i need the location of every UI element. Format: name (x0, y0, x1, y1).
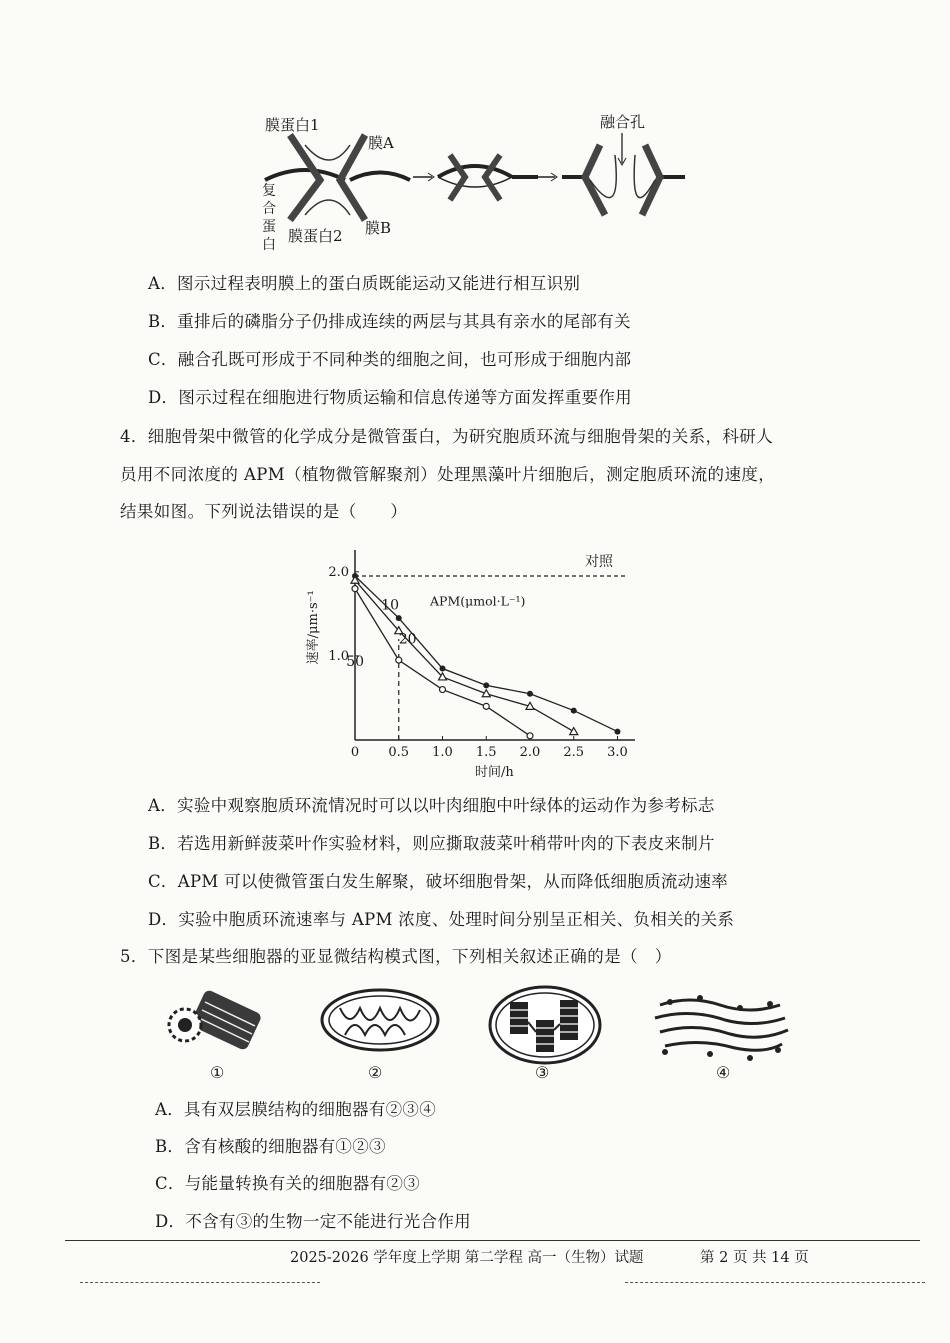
organelle-label-3: ③ (535, 1063, 550, 1082)
q5-option-d: D．不含有③的生物一定不能进行光合作用 (155, 1212, 471, 1231)
page-number: 第 2 页 共 14 页 (700, 1250, 809, 1266)
point-10 (615, 729, 621, 735)
x-tick-label: 1.0 (432, 745, 453, 760)
series-label-10: 10 (381, 597, 400, 614)
mitochondrion-drawing (322, 990, 438, 1050)
control-label: 对照 (585, 554, 613, 571)
q4-stem-line-3: 结果如图。下列说法错误的是（ ） (120, 502, 408, 521)
x-tick-label: 0.5 (388, 745, 410, 760)
y-tick-label: 1.0 (328, 648, 349, 664)
series-label-50: 50 (346, 654, 365, 670)
organelle-label-2: ② (368, 1063, 383, 1082)
point-10 (440, 666, 446, 672)
q4-option-a: A．实验中观察胞质环流情况时可以以叶肉细胞中叶绿体的运动作为参考标志 (148, 796, 715, 815)
chloroplast-drawing (490, 987, 600, 1063)
x-tick-label: 2.5 (563, 745, 585, 760)
series-label-20: 20 (398, 631, 417, 648)
q3-option-d: D．图示过程在细胞进行物质运输和信息传递等方面发挥重要作用 (148, 388, 632, 407)
footer-dash-right (625, 1282, 925, 1283)
q5-option-b: B．含有核酸的细胞器有①②③ (155, 1137, 386, 1156)
point-10 (396, 615, 402, 621)
q5-option-a: A．具有双层膜结构的细胞器有②③④ (155, 1100, 437, 1119)
organelle-label-1: ① (210, 1063, 225, 1082)
label-membrane-a: 膜A (368, 134, 394, 152)
centriole-drawing (169, 989, 263, 1051)
point-50 (483, 703, 489, 709)
membrane-fusion-figure (250, 105, 710, 255)
q3-option-b: B．重排后的磷脂分子仍排成连续的两层与其具有亲水的尾部有关 (148, 312, 631, 331)
q3-option-c: C．融合孔既可形成于不同种类的细胞之间，也可形成于细胞内部 (148, 350, 632, 369)
q4-option-c: C．APM 可以使微管蛋白发生解聚，破坏细胞骨架，从而降低细胞质流动速率 (148, 872, 729, 891)
q5-stem: 5．下图是某些细胞器的亚显微结构模式图，下列相关叙述正确的是（ ） (120, 947, 672, 966)
q5-option-c: C．与能量转换有关的细胞器有②③ (155, 1174, 420, 1193)
er-drawing (655, 995, 788, 1061)
point-10 (483, 682, 489, 688)
label-complex-3: 蛋 (262, 219, 276, 235)
footer-title: 2025-2026 学年度上学期 第二学程 高一（生物）试题 (290, 1250, 644, 1266)
organelle-label-4: ④ (716, 1063, 731, 1082)
label-protein2: 膜蛋白2 (288, 227, 343, 245)
x-tick-label: 3.0 (607, 745, 628, 760)
y-axis-label: 速率/μm·s⁻¹ (306, 590, 321, 665)
footer-dash-left (80, 1282, 320, 1283)
q4-option-d: D．实验中胞质环流速率与 APM 浓度、处理时间分别呈正相关、负相关的关系 (148, 910, 735, 929)
point-50 (396, 657, 402, 663)
label-complex-4: 白 (262, 237, 276, 253)
x-tick-label: 1.5 (475, 745, 497, 760)
apm-rate-chart (300, 540, 660, 785)
point-50 (440, 687, 446, 693)
label-complex-1: 复 (262, 183, 276, 199)
x-tick-label: 2.0 (519, 745, 541, 760)
q4-stem-line-2: 员用不同浓度的 APM（植物微管解聚剂）处理黑藻叶片细胞后，测定胞质环流的速度， (120, 465, 776, 484)
label-complex-2: 合 (262, 201, 276, 217)
label-membrane-b: 膜B (365, 219, 392, 237)
point-10 (527, 691, 533, 697)
point-20 (351, 576, 359, 583)
legend-title: APM(μmol·L⁻¹) (430, 593, 526, 609)
y-tick-label: 2.0 (328, 564, 349, 580)
point-10 (571, 708, 577, 714)
q4-stem-line-1: 4．细胞骨架中微管的化学成分是微管蛋白，为研究胞质环流与细胞骨架的关系，科研人 (120, 427, 774, 446)
q4-option-b: B．若选用新鲜菠菜叶作实验材料，则应撕取菠菜叶稍带叶肉的下表皮来制片 (148, 834, 715, 853)
q3-option-a: A．图示过程表明膜上的蛋白质既能运动又能进行相互识别 (148, 274, 581, 293)
x-tick-label: 0 (350, 745, 360, 760)
point-20 (570, 728, 578, 735)
point-50 (527, 733, 533, 739)
organelle-figure (150, 980, 800, 1090)
x-axis-label: 时间/h (475, 765, 514, 780)
label-fusion-pore: 融合孔 (600, 113, 646, 131)
label-protein1: 膜蛋白1 (265, 116, 320, 134)
point-50 (352, 586, 358, 592)
footer-rule (65, 1240, 920, 1241)
